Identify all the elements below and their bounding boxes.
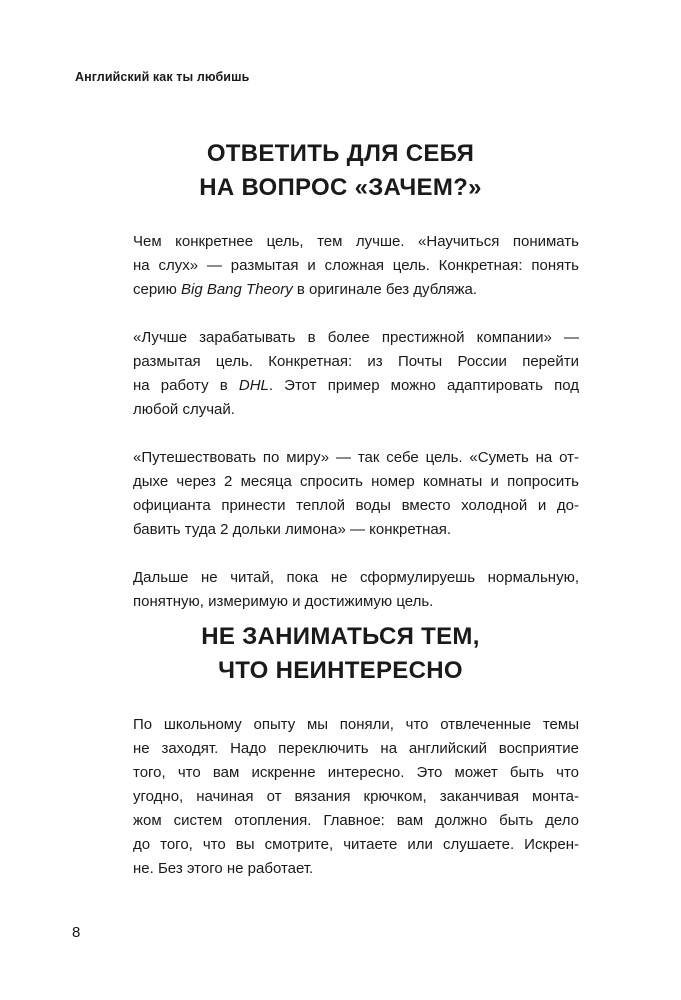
text-line: жом систем отопления. Главное: вам должно быть дело — [133, 812, 579, 829]
section-heading-why — [0, 137, 681, 205]
paragraph — [133, 713, 579, 881]
section-heading-interest — [0, 620, 681, 688]
text-line: размытая цель. Конкретная: из Почты России перейти — [133, 353, 579, 370]
text-line: понятную, измеримую и достижимую цель. — [133, 593, 434, 610]
text-line: бавить туда 2 дольки лимона» — конкретная. — [133, 521, 452, 538]
text-line — [133, 374, 579, 398]
paragraph — [133, 230, 579, 302]
text-line: на слух» — размытая и сложная цель. Конкретная: понять — [133, 257, 579, 274]
heading-line: ЧТО НЕИНТЕРЕСНО — [218, 657, 463, 684]
text-fragment: . Этот пример можно адаптировать под — [268, 377, 579, 394]
text-line — [133, 278, 579, 302]
text-line: того, что вам искренне интересно. Это может быть что — [133, 764, 579, 781]
text-line: не. Без этого не работает. — [133, 860, 314, 877]
text-fragment: на работу в — [133, 377, 239, 394]
text-line: Чем конкретнее цель, тем лучше. «Научиться понимать — [133, 233, 579, 250]
text-fragment: в оригинале без дубляжа. — [292, 281, 478, 298]
running-head: Английский как ты любишь — [75, 70, 250, 84]
section-body-why — [133, 230, 579, 638]
company-name: DHL — [238, 377, 269, 394]
text-line: официанта принести теплой воды вместо холодной и до- — [133, 497, 579, 514]
text-line: любой случай. — [133, 401, 235, 418]
paragraph — [133, 326, 579, 422]
paragraph — [133, 566, 579, 614]
text-line: до того, что вы смотрите, читаете или слушаете. Искрен- — [133, 836, 579, 853]
heading-line: НА ВОПРОС «ЗАЧЕМ?» — [199, 174, 482, 201]
heading-line: НЕ ЗАНИМАТЬСЯ ТЕМ, — [201, 623, 480, 650]
text-line: угодно, начиная от вязания крючком, заканчивая монта- — [133, 788, 579, 805]
text-line: дыхе через 2 месяца спросить номер комнаты и попросить — [133, 473, 579, 490]
text-line: «Путешествовать по миру» — так себе цель. «Суметь на от- — [133, 449, 579, 466]
page-number: 8 — [72, 924, 81, 941]
heading-line: ОТВЕТИТЬ ДЛЯ СЕБЯ — [206, 140, 475, 167]
paragraph — [133, 446, 579, 542]
text-line: «Лучше зарабатывать в более престижной компании» — — [133, 329, 579, 346]
series-title: Big Bang Theory — [180, 281, 293, 298]
section-body-interest — [133, 713, 579, 905]
text-line: Дальше не читай, пока не сформулируешь нормальную, — [133, 569, 579, 586]
text-fragment: серию — [133, 281, 181, 298]
text-line: не заходят. Надо переключить на английский восприятие — [133, 740, 579, 757]
text-line: По школьному опыту мы поняли, что отвлеченные темы — [133, 716, 579, 733]
